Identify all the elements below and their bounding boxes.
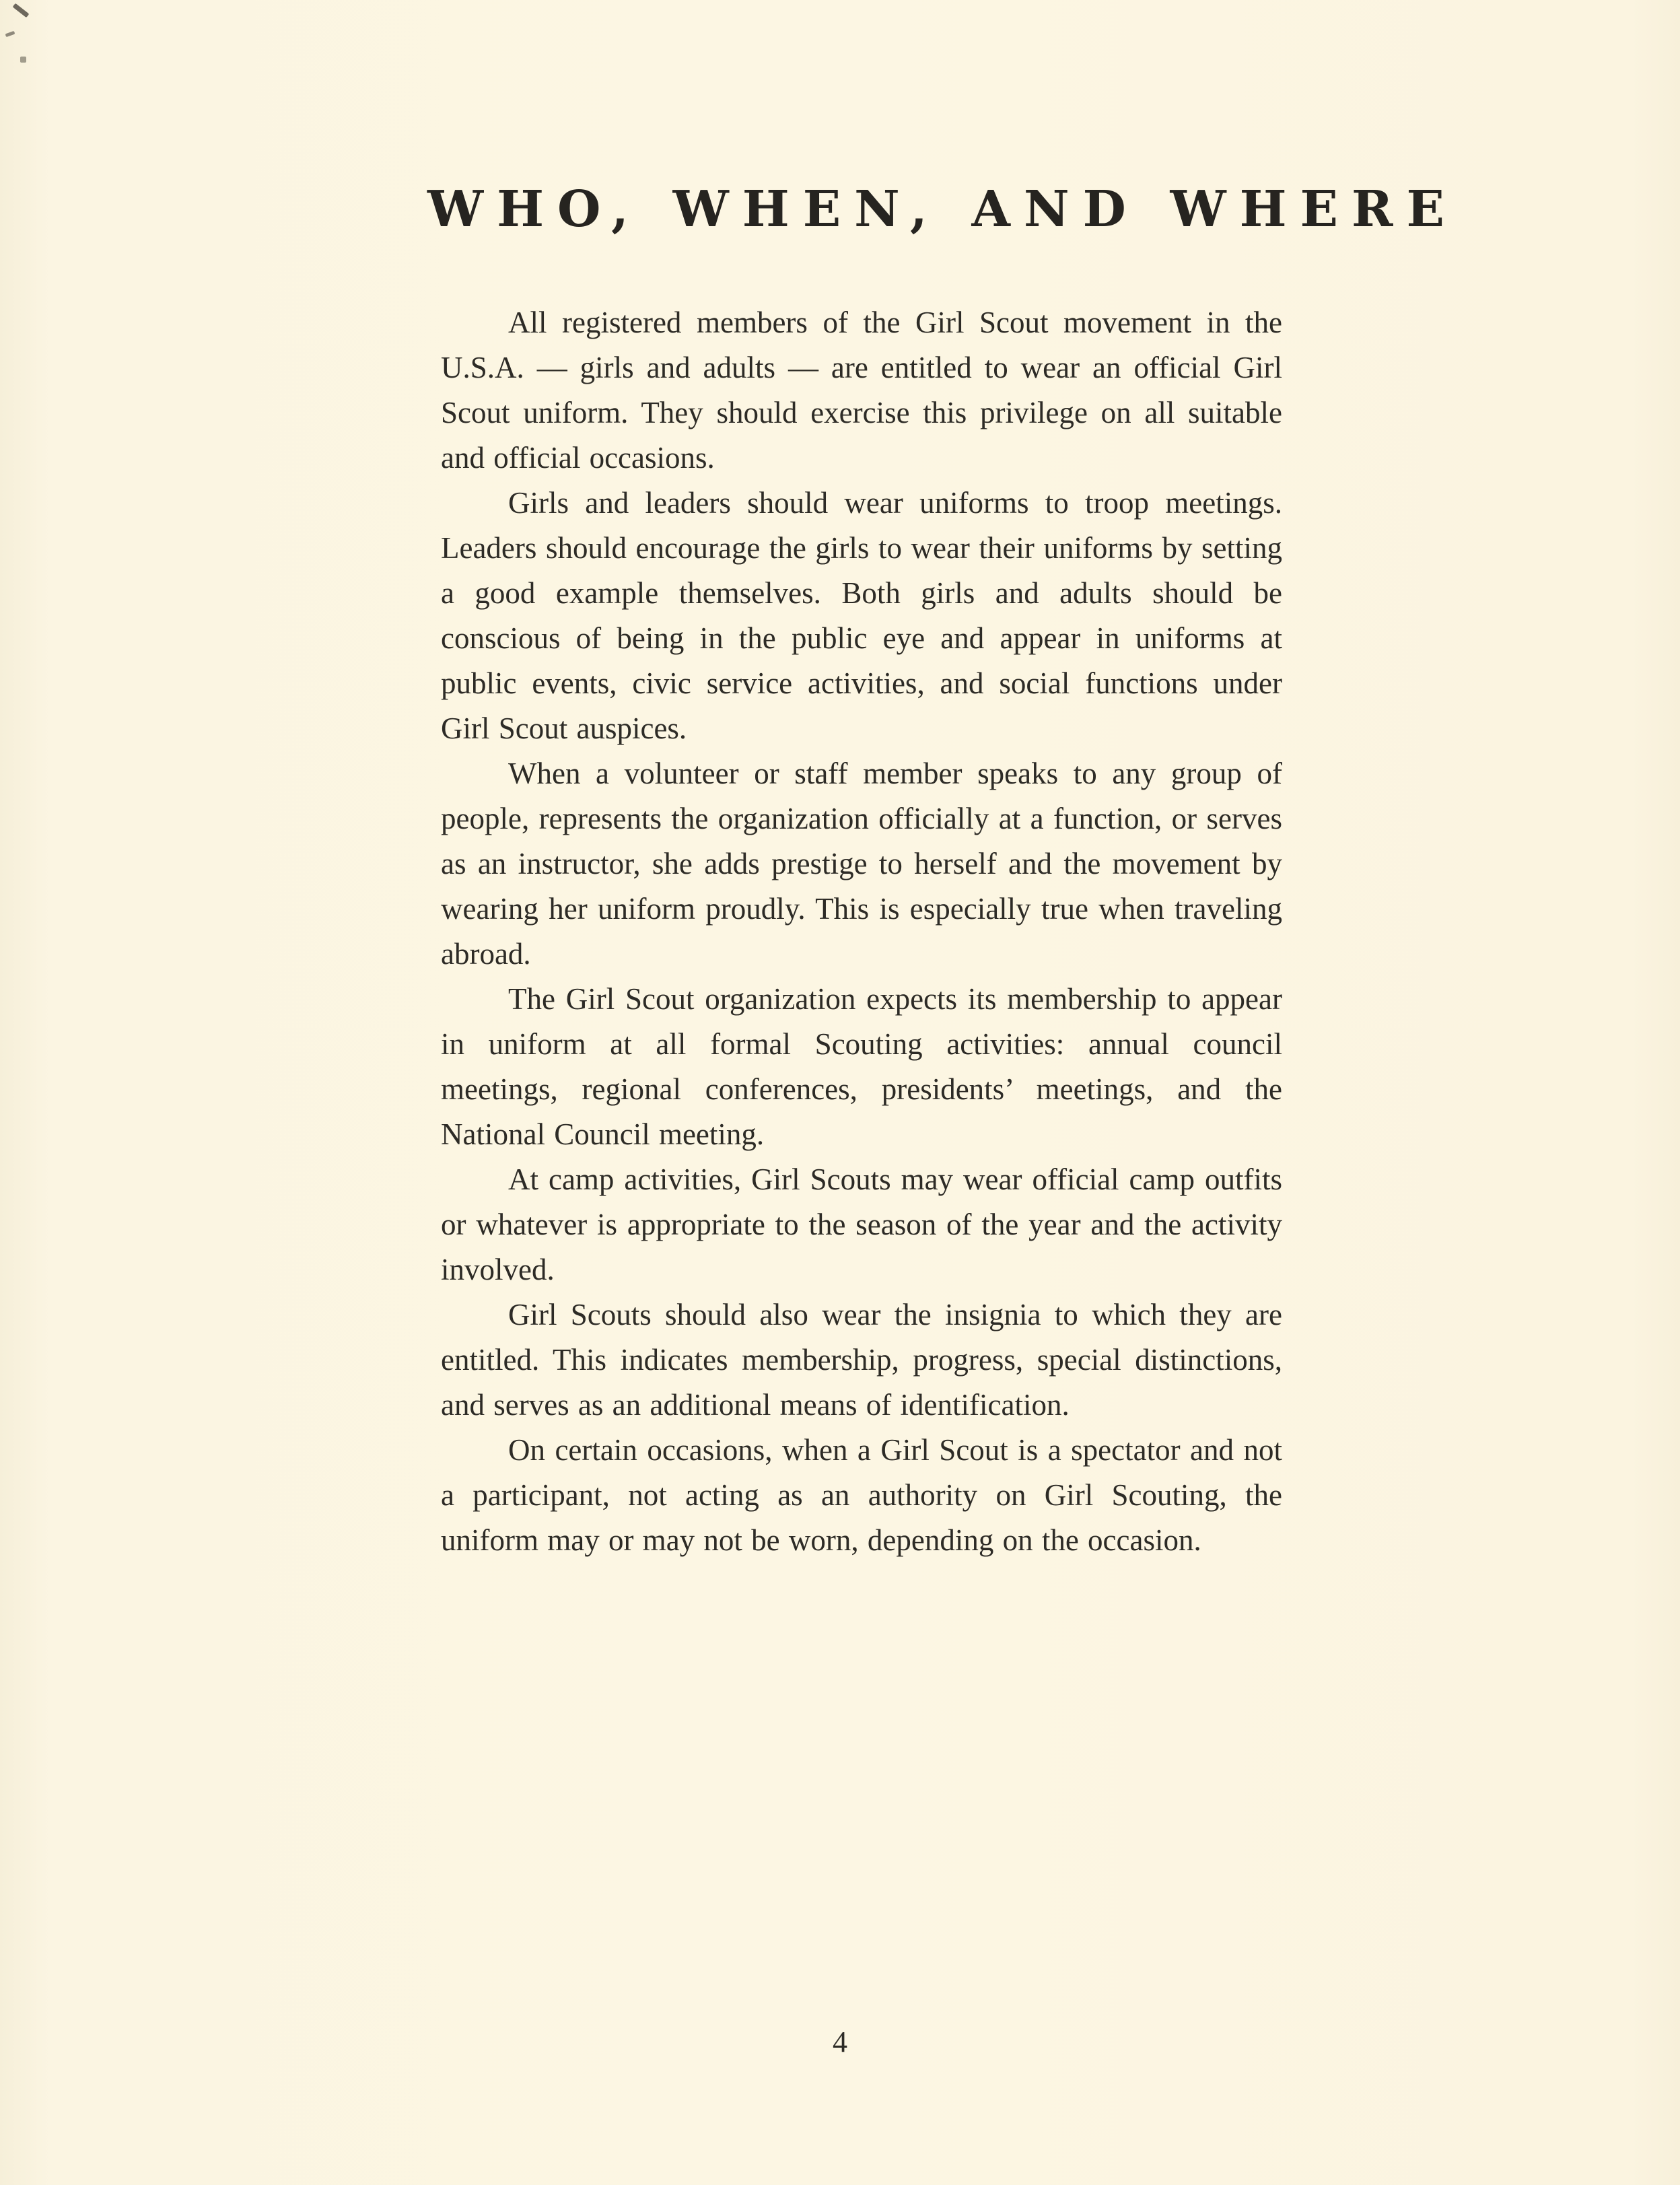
scan-speck bbox=[13, 3, 30, 18]
body-paragraph: At camp activities, Girl Scouts may wear official camp outfits or whatever is appropriate to the season of the year and the activity involved. bbox=[441, 1163, 1282, 1286]
body-paragraph: On certain occasions, when a Girl Scout is a spectator and not a participant, not acting as an authority on Girl Scouting, the uniform may or may not be worn, depending on the occasion. bbox=[441, 1433, 1282, 1557]
text-column bbox=[427, 180, 1458, 1563]
body-paragraph: Girls and leaders should wear uniforms to troop meetings. Leaders should encourage the girls to wear their uniforms by setting a good example themselves. Both girls and adults should be conscious of being in the public eye and appear in uniforms at public events, civic service activities, and social functions under Girl Scout auspices. bbox=[441, 486, 1282, 745]
body-paragraph: Girl Scouts should also wear the insignia to which they are entitled. This indicates membership, progress, special distinctions, and serves as an additional means of identification. bbox=[441, 1298, 1282, 1422]
scan-speck bbox=[20, 57, 26, 63]
body-paragraph: The Girl Scout organization expects its membership to appear in uniform at all formal Scouting activities: annual council meetings, regional conferences, presidents’ meetings, and the National Council meeting. bbox=[441, 982, 1282, 1151]
scan-speck bbox=[5, 31, 15, 37]
body-paragraph: All registered members of the Girl Scout movement in the U.S.A. — girls and adults — are entitled to wear an official Girl Scout uniform. They should exercise this privilege on all suitable and official occasions. bbox=[441, 306, 1282, 475]
page-number: 4 bbox=[833, 2025, 847, 2058]
body-paragraph: When a volunteer or staff member speaks to any group of people, represents the organization officially at a function, or serves as an instructor, she adds prestige to herself and the movement by wearing her uniform proudly. This is especially true when traveling abroad. bbox=[441, 757, 1282, 971]
body-text bbox=[441, 300, 1282, 1563]
page-title: WHO, WHEN, AND WHERE bbox=[427, 180, 1458, 238]
